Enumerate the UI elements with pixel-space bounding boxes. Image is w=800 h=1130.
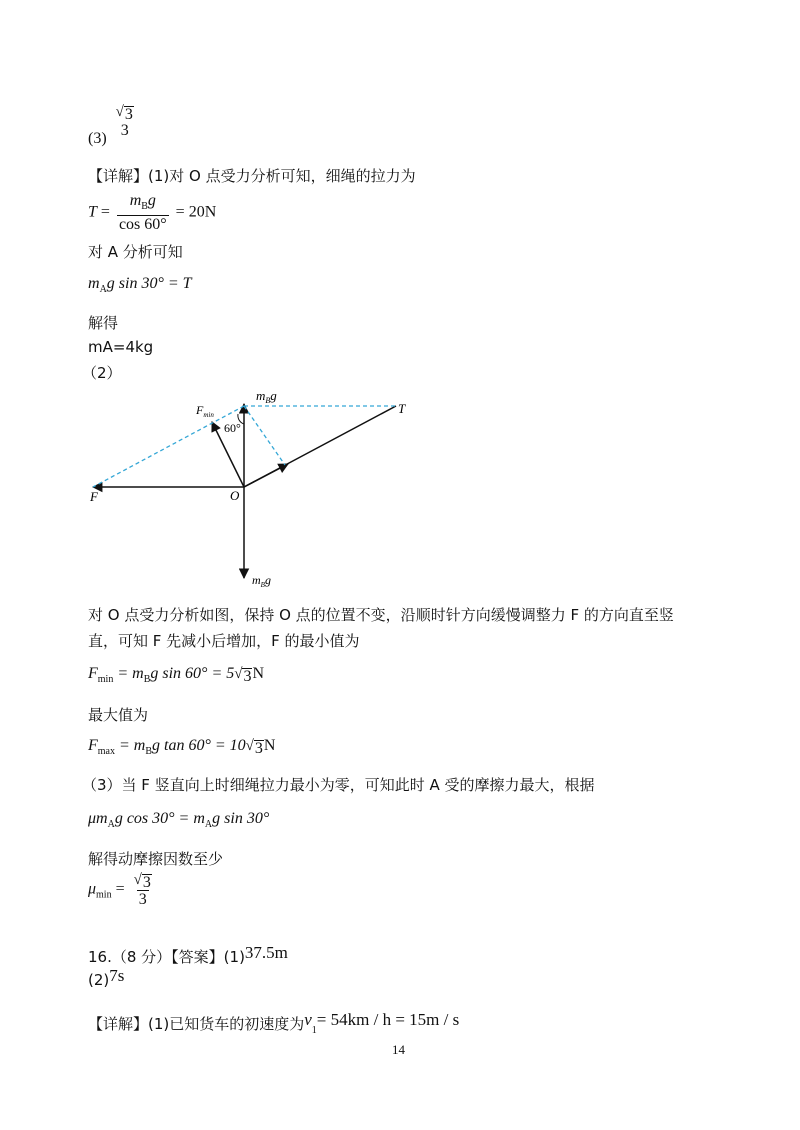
q16-detail: 【详解】(1)已知货车的初速度为$v_1= 54km / h = 15m / s$ — [88, 1010, 460, 1036]
force-t-arrow — [244, 464, 288, 487]
max-label: 最大值为 — [88, 706, 149, 724]
part-2-label: （2） — [82, 364, 122, 382]
mu-min-denominator: 3 — [138, 891, 147, 908]
analyze-a: 对 A 分析可知 — [88, 243, 183, 261]
label-mbg-bottom: $m_Bg$ — [252, 573, 271, 589]
answer-3-denominator: 3 — [120, 122, 129, 139]
answer-3 — [88, 104, 139, 148]
q16-velocity: = 54km / h = 15m / s — [316, 1010, 460, 1029]
force-diagram — [80, 380, 420, 600]
q16-answer-2: 7s — [109, 966, 125, 985]
label-f: F — [90, 489, 98, 504]
label-o: O — [230, 488, 240, 503]
label-fmin: $F_{min}$ — [196, 403, 214, 419]
page-number: 14 — [392, 1042, 405, 1057]
analysis-text-2: 直，可知 F 先减小后增加，F 的最小值为 — [88, 632, 360, 650]
solve-label: 解得 — [88, 314, 119, 332]
label-mbg-top: $m_Bg$ — [256, 388, 277, 405]
label-angle: 60° — [224, 421, 241, 435]
equation-mu: $\mu m_Ag$ $\cos 30^\circ = m_Ag$ sin 30° — [88, 810, 270, 830]
equation-fmin: $F_{min} = m_Bg$ sin 60° = 5 √ 3 N — [88, 665, 265, 685]
eq-t-numerator: $m_Bg$ — [129, 192, 156, 212]
equation-mu-min: $\mu_{min}$ = √ 3 3 — [88, 872, 157, 908]
eq-t-equals: = — [100, 203, 110, 221]
eq-t-rhs: = 20N — [175, 203, 217, 221]
eq-t-fraction — [117, 193, 169, 233]
q16-answer-1: 37.5m — [244, 943, 288, 962]
analysis-text-1: 对 O 点受力分析如图，保持 O 点的位置不变，沿顺时针方向缓慢调整力 F 的方向直至竖 — [88, 606, 674, 624]
mu-min-fraction — [132, 872, 154, 908]
answer-3-label: (3) — [88, 130, 107, 148]
mu-min-numerator: √ 3 — [133, 872, 151, 891]
detail-1-intro: 【详解】(1)对 O 点受力分析可知，细绳的拉力为 — [88, 167, 416, 185]
label-t: T — [398, 401, 406, 416]
eq-t-lhs: T — [88, 203, 97, 221]
mass-result: mA=4kg — [88, 338, 154, 356]
answer-3-numerator: √ 3 — [115, 104, 133, 123]
equation-fmax: $F_{max} = m_Bg$ tan 60° = 10 √ 3 N — [88, 737, 276, 757]
q16-header: 16.（8 分）【答案】(1)37.5m — [88, 943, 288, 966]
answer-3-fraction — [114, 104, 136, 139]
part-3-text: （3）当 F 竖直向上时细绳拉力最小为零，可知此时 A 受的摩擦力最大，根据 — [82, 776, 595, 794]
eq-t-denominator: cos 60° — [118, 216, 167, 233]
equation-a: $m_Ag$ sin 30° = T — [88, 275, 192, 295]
q16-answer-2-row: (2)7s — [88, 966, 125, 989]
mu-label: 解得动摩擦因数至少 — [88, 850, 224, 868]
equation-tension — [88, 193, 216, 233]
